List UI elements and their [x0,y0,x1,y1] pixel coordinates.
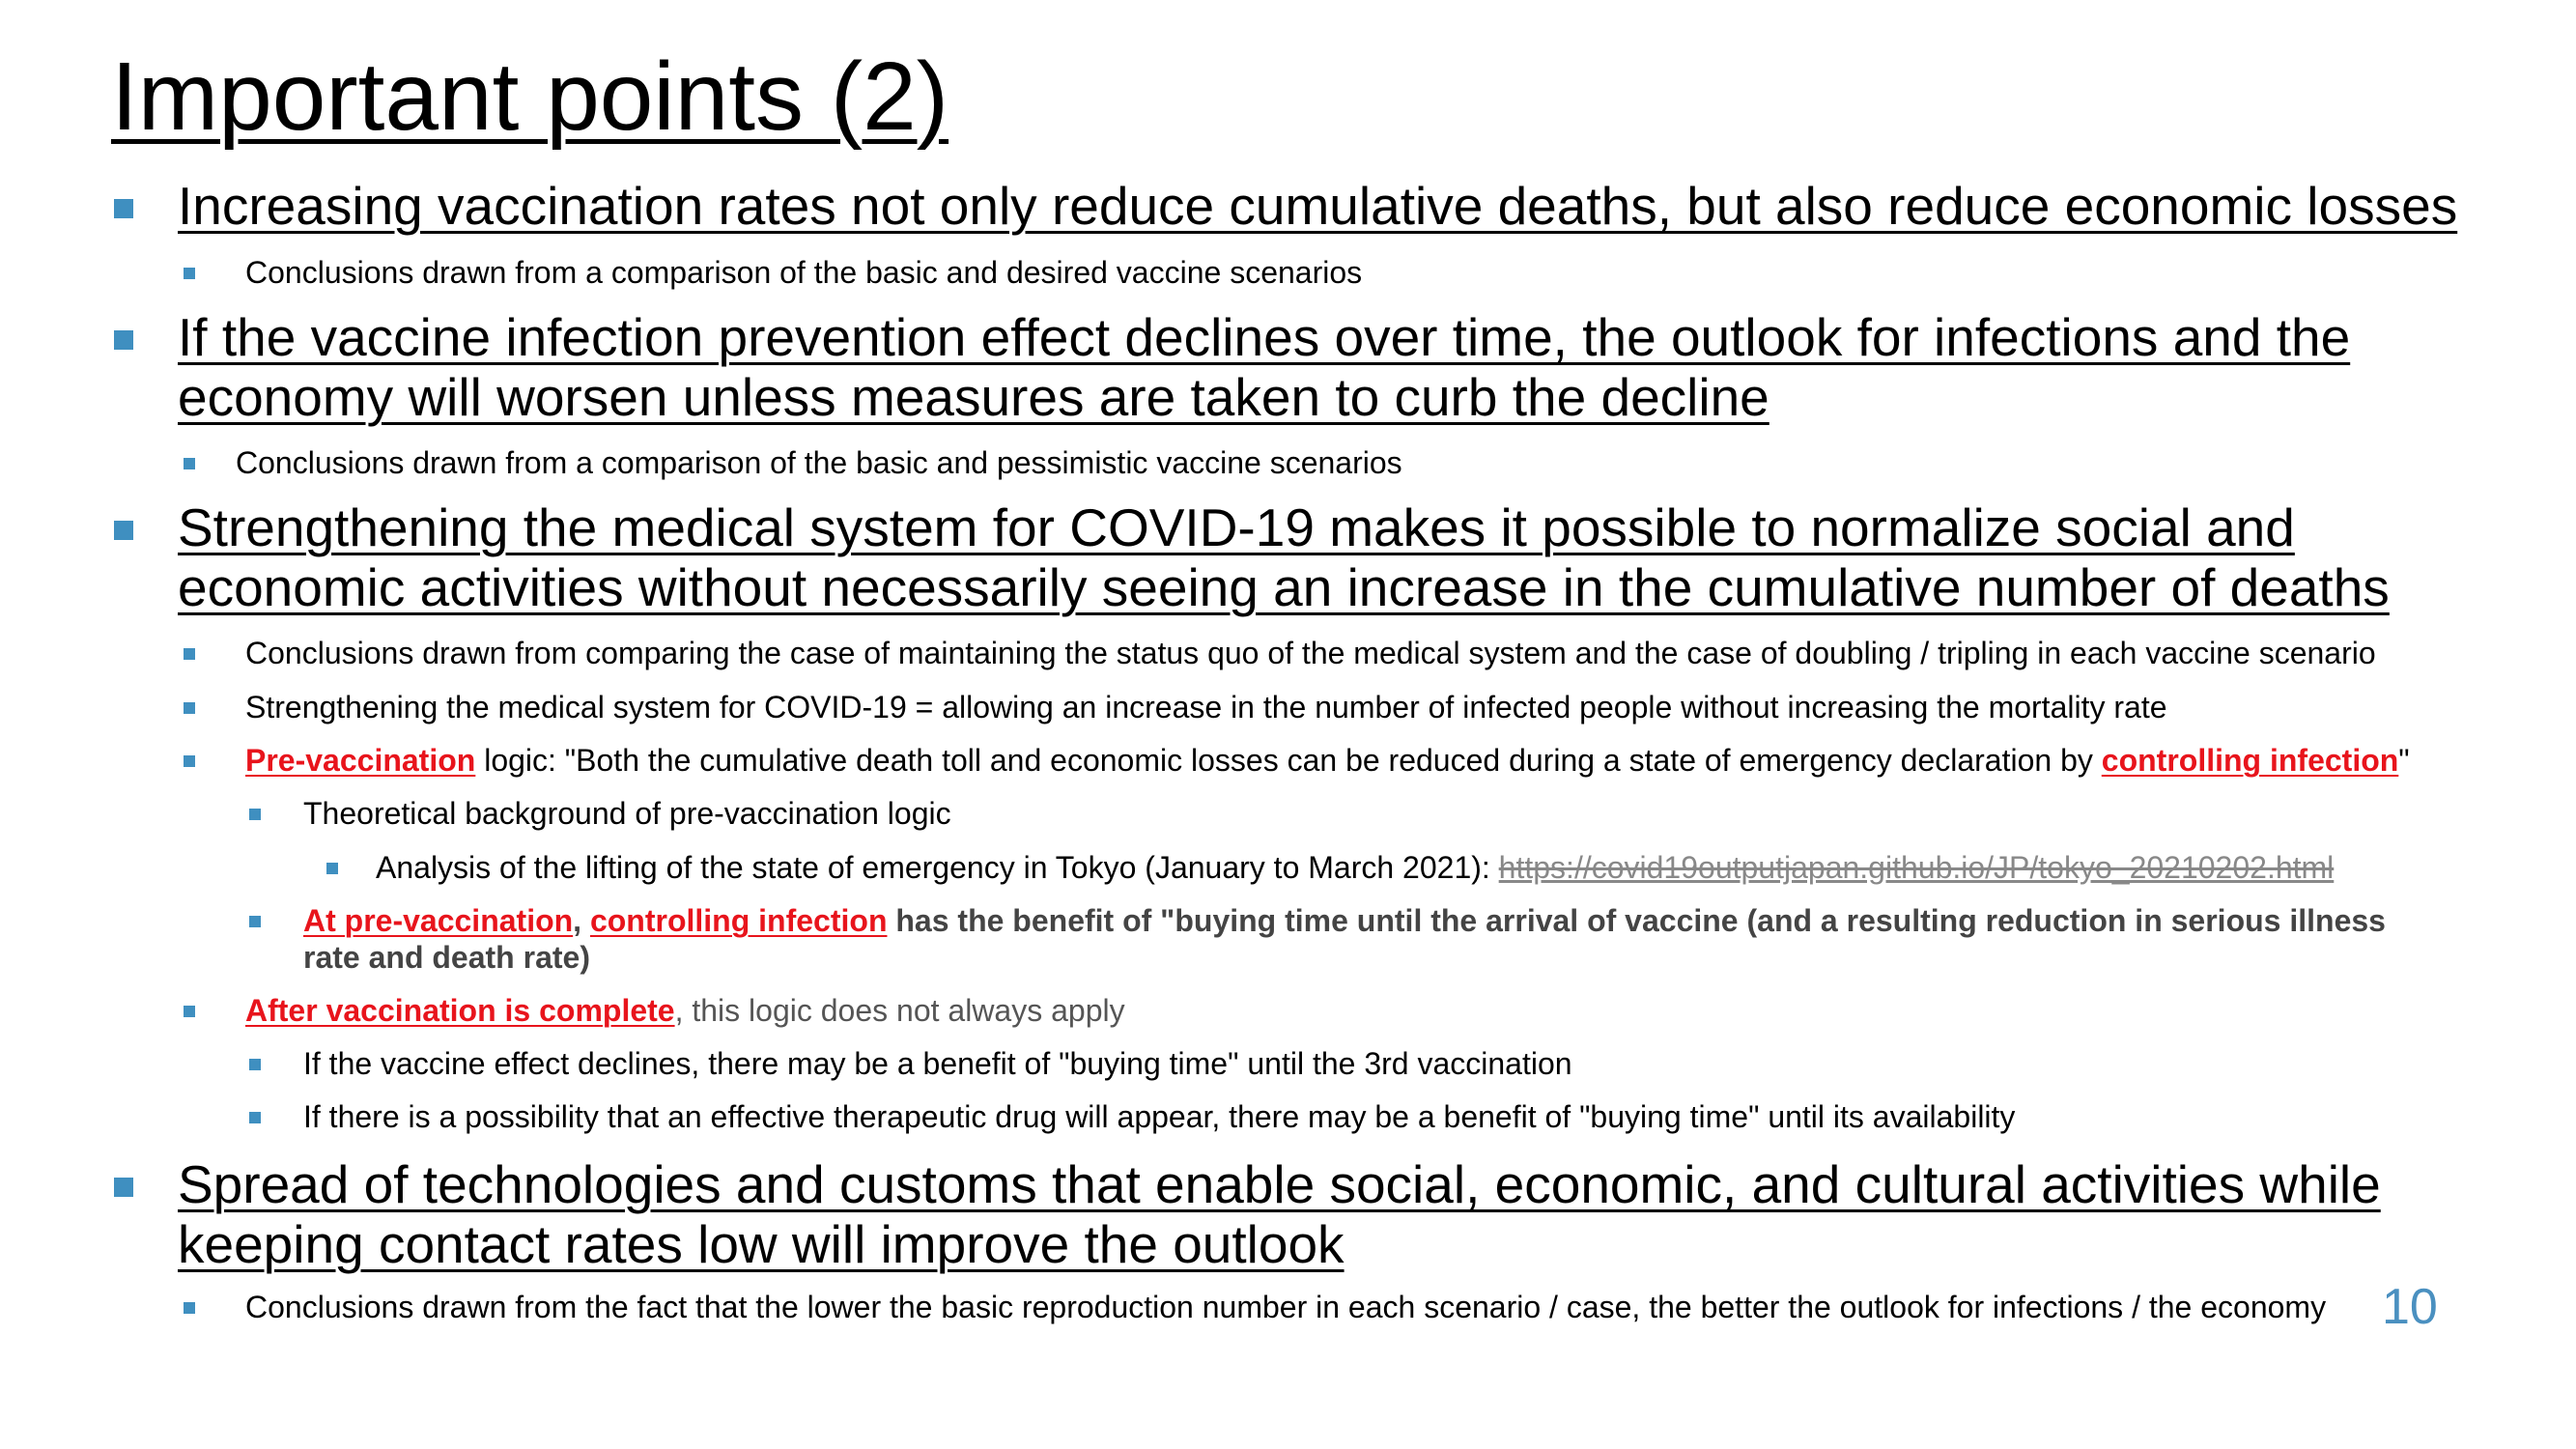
main-point-4 [114,1154,2381,1274]
sub-point: Conclusions drawn from the fact that the lower the basic reproduction number in each scenario / case, the better the outlook for infections / the economy [184,1289,2326,1325]
main-point-1 [114,176,2457,236]
main-point-4-line2: keeping contact rates low will improve the outlook [178,1214,1345,1274]
square-bullet-icon [184,268,195,279]
slide-title: Important points (2) [111,43,949,151]
square-bullet-icon [114,1178,133,1197]
controlling-infection-term: controlling infection [2101,743,2399,778]
main-point-2-line2: economy will worsen unless measures are taken to curb the decline [178,367,1769,427]
sub-sub-sub-point: Analysis of the lifting of the state of emergency in Tokyo (January to March 2021): https://covid19outputjapan.github.io/JP/tokyo_20210202.html [326,849,2334,886]
square-bullet-icon [184,458,195,469]
main-point-2-line1: If the vaccine infection prevention effect declines over time, the outlook for infections and the [178,307,2351,367]
sub-point: Strengthening the medical system for COVID-19 = allowing an increase in the number of infected people without increasing the mortality rate [184,689,2167,725]
square-bullet-icon [114,521,133,540]
square-bullet-icon [249,916,261,927]
square-bullet-icon [114,330,133,350]
sub-point: Conclusions drawn from a comparison of the basic and desired vaccine scenarios [184,254,1362,291]
pre-vaccination-term: Pre-vaccination [245,743,476,778]
main-point-4-line1: Spread of technologies and customs that enable social, economic, and cultural activities while [178,1154,2381,1214]
square-bullet-icon [249,1059,261,1070]
square-bullet-icon [249,809,261,820]
square-bullet-icon [184,1006,195,1017]
square-bullet-icon [184,702,195,714]
square-bullet-icon [249,1112,261,1123]
controlling-infection-term: controlling infection [589,903,888,938]
main-point-3-line2: economic activities without necessarily seeing an increase in the cumulative number of deaths [178,557,2390,617]
sub-sub-point: If the vaccine effect declines, there may be a benefit of "buying time" until the 3rd vaccination [249,1045,1572,1082]
page-number: 10 [2382,1279,2438,1335]
square-bullet-icon [114,199,133,218]
main-point-2 [114,307,2350,427]
main-point-3-line1: Strengthening the medical system for COVID-19 makes it possible to normalize social and [178,497,2295,557]
sub-point: Conclusions drawn from comparing the case of maintaining the status quo of the medical system and the case of doubling / tripling in each vaccine scenario [184,635,2376,671]
sub-point: After vaccination is complete, this logic does not always apply [184,992,1125,1029]
square-bullet-icon [184,755,195,767]
at-pre-vaccination-term: At pre-vaccination [303,903,574,938]
sub-sub-point: At pre-vaccination, controlling infection has the benefit of "buying time until the arrival of vaccine (and a resulting reduction in serious illness rate and death rate) [249,902,2386,976]
main-point-3 [114,497,2390,617]
sub-point: Pre-vaccination logic: "Both the cumulative death toll and economic losses can be reduced during a state of emergency declaration by controlling infection" [184,742,2410,779]
square-bullet-icon [184,1302,195,1314]
main-point-1-text: Increasing vaccination rates not only reduce cumulative deaths, but also reduce economic losses [178,176,2458,236]
after-vaccination-term: After vaccination is complete [245,993,675,1028]
sub-point: Conclusions drawn from a comparison of the basic and pessimistic vaccine scenarios [184,444,1402,481]
sub-sub-point: If there is a possibility that an effective therapeutic drug will appear, there may be a benefit of "buying time" until its availability [249,1098,2015,1135]
square-bullet-icon [184,648,195,660]
square-bullet-icon [326,863,338,874]
analysis-link[interactable]: https://covid19outputjapan.github.io/JP/tokyo_20210202.html [1498,850,2335,885]
sub-sub-point: Theoretical background of pre-vaccination logic [249,795,951,832]
